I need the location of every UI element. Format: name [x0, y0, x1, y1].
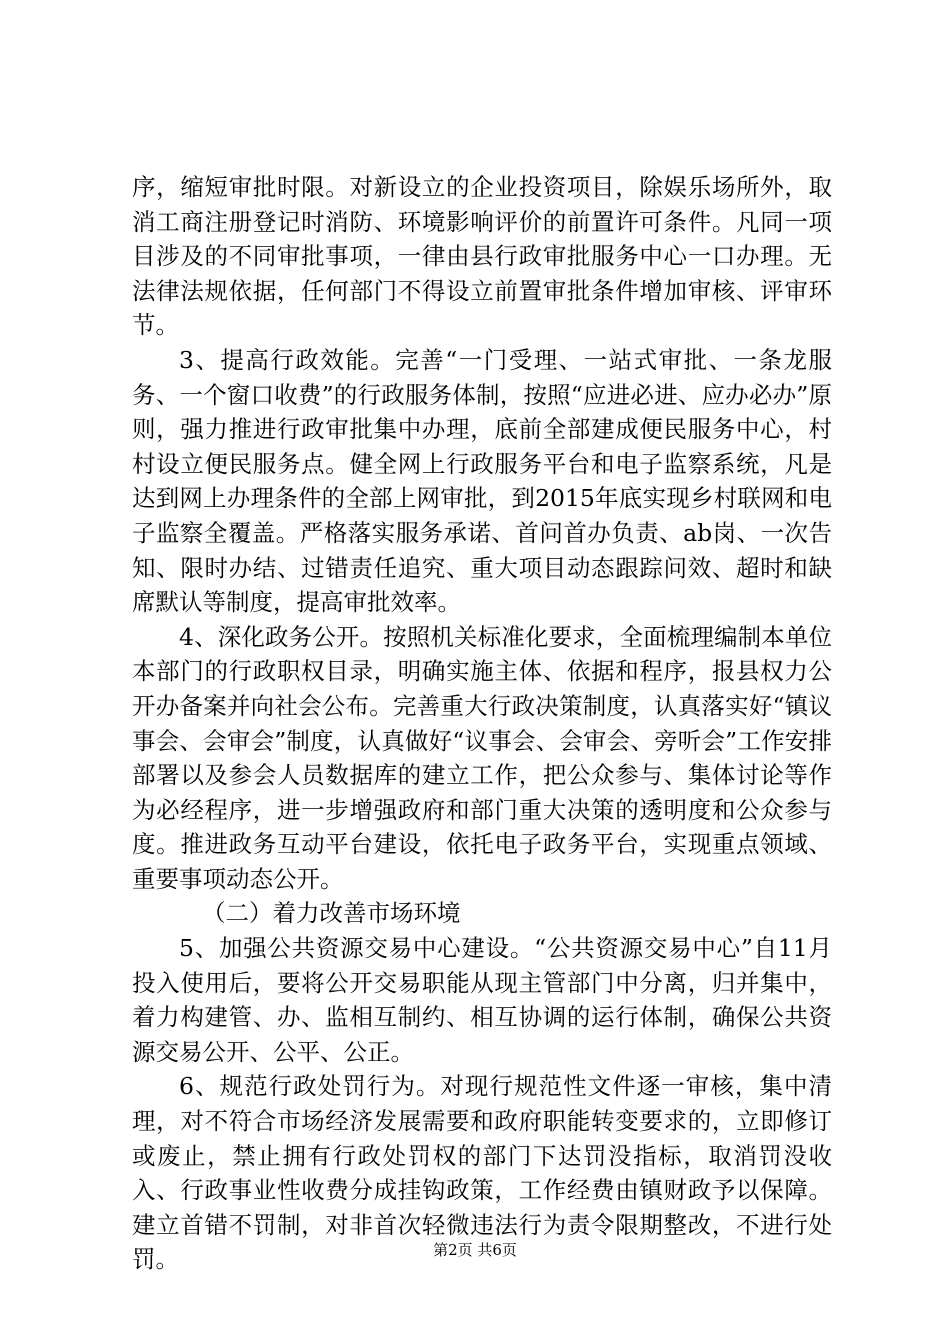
paragraph-item-6: 6、规范行政处罚行为。对现行规范性文件逐一审核，集中清理，对不符合市场经济发展需要和政府职能转变要求的，立即修订或废止，禁止拥有行政处罚权的部门下达罚没指标，取消罚没收入、行政事业性收费分成挂钩政策，工作经费由镇财政予以保障。建立首错不罚制，对非首次轻微违法行为责令限期整改，不进行处罚。 [132, 1072, 832, 1274]
document-body [132, 170, 832, 1277]
section-heading: （二）着力改善市场环境 [202, 899, 461, 928]
page-footer: 第2页 共6页 [433, 1241, 517, 1259]
paragraph-item-4: 4、深化政务公开。按照机关标准化要求，全面梳理编制本单位本部门的行政职权目录，明确实施主体、依据和程序，报县权力公开办备案并向社会公布。完善重大行政决策制度，认真落实好“镇议事会、会审会”制度，认真做好“议事会、会审会、旁听会”工作安排部署以及参会人员数据库的建立工作，把公众参与、集体讨论等作为必经程序，进一步增强政府和部门重大决策的透明度和公众参与度。推进政务互动平台建设，依托电子政务平台，实现重点领域、重要事项动态公开。 [132, 622, 832, 893]
paragraph-continuation: 序，缩短审批时限。对新设立的企业投资项目，除娱乐场所外，取消工商注册登记时消防、环境影响评价的前置许可条件。凡同一项目涉及的不同审批事项，一律由县行政审批服务中心一口办理。无法律法规依据，任何部门不得设立前置审批条件增加审核、评审环节。 [132, 173, 832, 340]
paragraph-item-3: 3、提高行政效能。完善“一门受理、一站式审批、一条龙服务、一个窗口收费”的行政服务体制，按照“应进必进、应办必办”原则，强力推进行政审批集中办理，底前全部建成便民服务中心，村村设立便民服务点。健全网上行政服务平台和电子监察系统，凡是达到网上办理条件的全部上网审批，到2015年底实现乡村联网和电子监察全覆盖。严格落实服务承诺、首问首办负责、ab岗、一次告知、限时办结、过错责任追究、重大项目动态跟踪问效、超时和缺席默认等制度，提高审批效率。 [132, 345, 832, 617]
paragraph-item-5: 5、加强公共资源交易中心建设。“公共资源交易中心”自11月投入使用后，要将公开交易职能从现主管部门中分离，归并集中，着力构建管、办、监相互制约、相互协调的运行体制，确保公共资源交易公开、公平、公正。 [132, 934, 832, 1066]
